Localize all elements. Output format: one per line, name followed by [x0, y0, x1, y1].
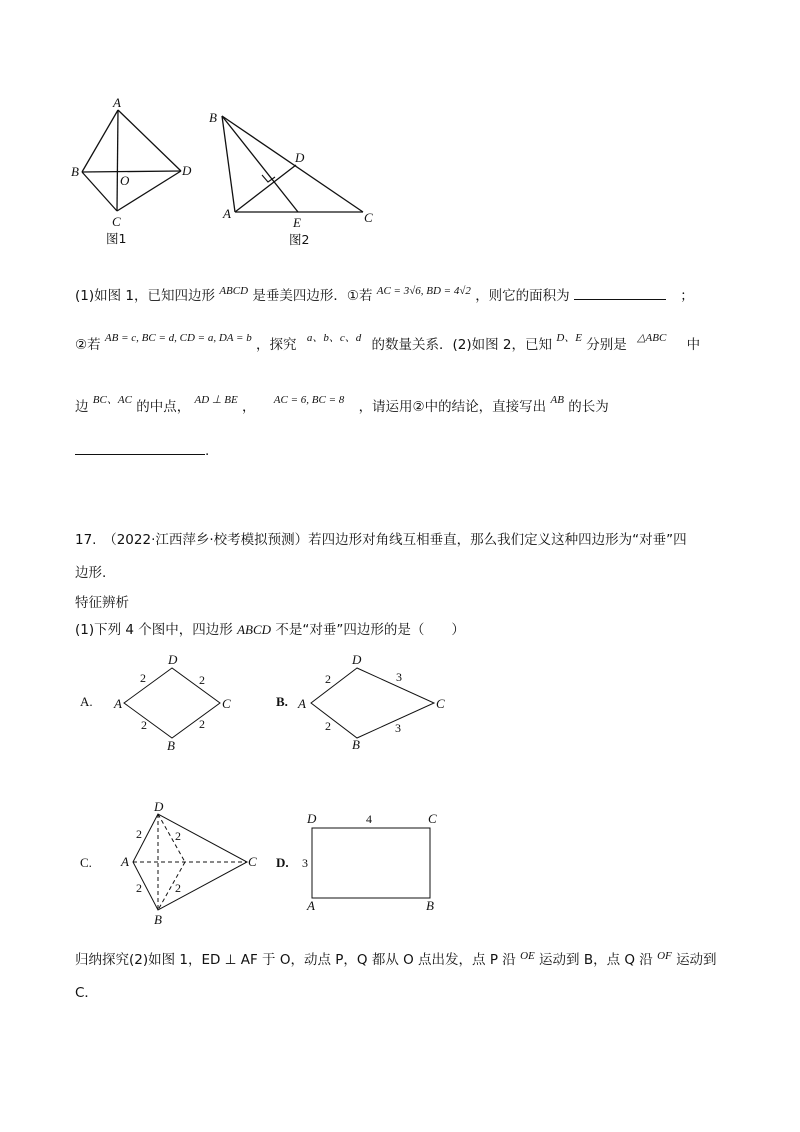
q17-part2-mid: 运动到 B，点 Q 沿 — [539, 952, 653, 968]
fig1-label-b: B — [71, 164, 79, 179]
option-b-side-1: 2 — [325, 672, 331, 686]
q16-sides: AB = c, BC = d, CD = a, DA = b — [104, 332, 252, 344]
q16-de: D、E — [556, 332, 582, 344]
q16-length-of: 的长为 — [568, 399, 609, 415]
q17-part2 — [75, 950, 717, 971]
option-b-label-c: C — [436, 696, 445, 711]
option-b-label-d: D — [352, 652, 362, 667]
option-a-side-1: 2 — [140, 671, 146, 685]
q17-part1-pre: (1)下列 4 个图中，四边形 — [75, 622, 233, 638]
option-b-side-3: 2 — [325, 719, 331, 733]
fig2-label-c: C — [364, 210, 373, 225]
q17-line1: 17. （2022·江西萍乡·校考模拟预测）若四边形对角线互相垂直，那么我们定义这种四边形为“对垂”四 — [75, 532, 687, 548]
q17-part2-end: 运动到 — [676, 952, 717, 968]
option-a-side-3: 2 — [141, 718, 147, 732]
option-c-label-c: C — [248, 854, 257, 869]
q16-bc-ac: BC、AC — [92, 394, 132, 406]
option-b-label-a: A — [298, 696, 306, 711]
fig2-caption: 图2 — [289, 232, 310, 247]
fig1-label-c: C — [112, 214, 121, 229]
option-a-label-b: B — [167, 738, 175, 753]
fig1-caption: 图1 — [106, 231, 127, 246]
q17-part1-post: 不是“对垂”四边形的是（ ） — [275, 622, 465, 638]
option-c-figure[interactable] — [110, 800, 270, 925]
q16-relation: 的数量关系．(2)如图 2，已知 — [371, 337, 553, 353]
option-c-side-4: 2 — [175, 881, 181, 895]
option-c-label-d: D — [154, 800, 164, 814]
option-d-side-top: 4 — [366, 812, 372, 826]
option-d-figure[interactable] — [295, 810, 455, 915]
option-b-label-b: B — [352, 737, 360, 752]
option-b-side-4: 3 — [395, 721, 401, 735]
q16-line1 — [75, 285, 694, 307]
q17-line-c: C． — [75, 985, 98, 1001]
fig1-label-o: O — [120, 173, 130, 188]
figure-1 — [70, 95, 200, 250]
q16-conclusion: ，请运用②中的结论，直接写出 — [358, 399, 547, 415]
q16-part1-mid: 是垂美四边形．①若 — [252, 288, 373, 304]
option-c-label-b: B — [154, 912, 162, 925]
q16-zhong: 中 — [686, 337, 701, 353]
q16-perp: AD ⊥ BE — [194, 394, 238, 406]
fig2-label-b: B — [209, 110, 217, 125]
q16-comma: ， — [242, 399, 256, 415]
option-a-mark[interactable]: A. — [80, 694, 93, 709]
q16-part1-post: ，则它的面积为 — [475, 288, 570, 304]
q17-abcd: ABCD — [237, 622, 272, 637]
q16-bian: 边 — [75, 399, 89, 415]
q16-part1-pre: (1)如图 1，已知四边形 — [75, 288, 216, 304]
fig2-label-e: E — [293, 215, 301, 230]
q16-triangle: △ABC — [637, 332, 667, 344]
option-a-side-2: 2 — [199, 673, 205, 687]
q16-period: . — [205, 443, 210, 459]
q16-line2 — [75, 332, 701, 356]
q16-ac-bc: AC = 6, BC = 8 — [273, 394, 345, 406]
q16-ac-bd: AC = 3√6, BD = 4√2 — [376, 285, 471, 297]
fig2-label-d: D — [295, 150, 305, 165]
q16-circle2-pre: ②若 — [75, 337, 101, 353]
option-b-mark[interactable]: B. — [276, 694, 288, 709]
q17-line2: 边形. — [75, 565, 107, 581]
q16-line4 — [75, 440, 209, 461]
option-c-side-2: 2 — [175, 829, 181, 843]
option-a-label-d: D — [168, 652, 178, 667]
q16-abcd: ABCD — [219, 285, 249, 297]
option-b-figure[interactable] — [290, 650, 460, 755]
fig1-label-a: A — [113, 95, 121, 110]
option-d-label-a: A — [307, 898, 315, 913]
option-d-mark[interactable]: D. — [276, 855, 289, 870]
q17-part1 — [75, 620, 465, 640]
q16-line3 — [75, 394, 609, 418]
q17-of: OF — [657, 950, 672, 962]
q16-are: 分别是 — [586, 337, 627, 353]
q16-midpoint: 的中点， — [136, 399, 191, 415]
q17-oe: OE — [520, 950, 535, 962]
option-c-mark[interactable]: C. — [80, 855, 92, 870]
option-d-label-c: C — [428, 811, 437, 826]
option-b-side-2: 3 — [396, 670, 402, 684]
fig2-label-a: A — [223, 206, 231, 221]
option-d-side-left: 3 — [302, 856, 308, 870]
option-c-label-a: A — [121, 854, 129, 869]
q16-ab: AB — [550, 394, 564, 406]
figure-2 — [205, 105, 380, 250]
option-a-figure[interactable] — [110, 650, 240, 755]
option-a-label-a: A — [114, 696, 122, 711]
option-a-side-4: 2 — [199, 717, 205, 731]
fig1-label-d: D — [182, 163, 192, 178]
q17-heading: 特征辨析 — [75, 595, 129, 611]
option-c-side-3: 2 — [136, 881, 142, 895]
q16-explore: ，探究 — [256, 337, 297, 353]
option-d-label-d: D — [307, 811, 317, 826]
q16-semicolon: ； — [680, 288, 694, 304]
option-a-label-c: C — [222, 696, 231, 711]
q16-vars: a、b、c、d — [306, 332, 362, 344]
answer-blank-area[interactable] — [574, 285, 666, 300]
answer-blank-ab[interactable] — [75, 440, 205, 455]
q17-part2-text: 归纳探究(2)如图 1，ED ⊥ AF 于 O，动点 P，Q 都从 O 点出发，点 P 沿 — [75, 952, 516, 968]
option-d-label-b: B — [426, 898, 434, 913]
option-c-side-1: 2 — [136, 827, 142, 841]
